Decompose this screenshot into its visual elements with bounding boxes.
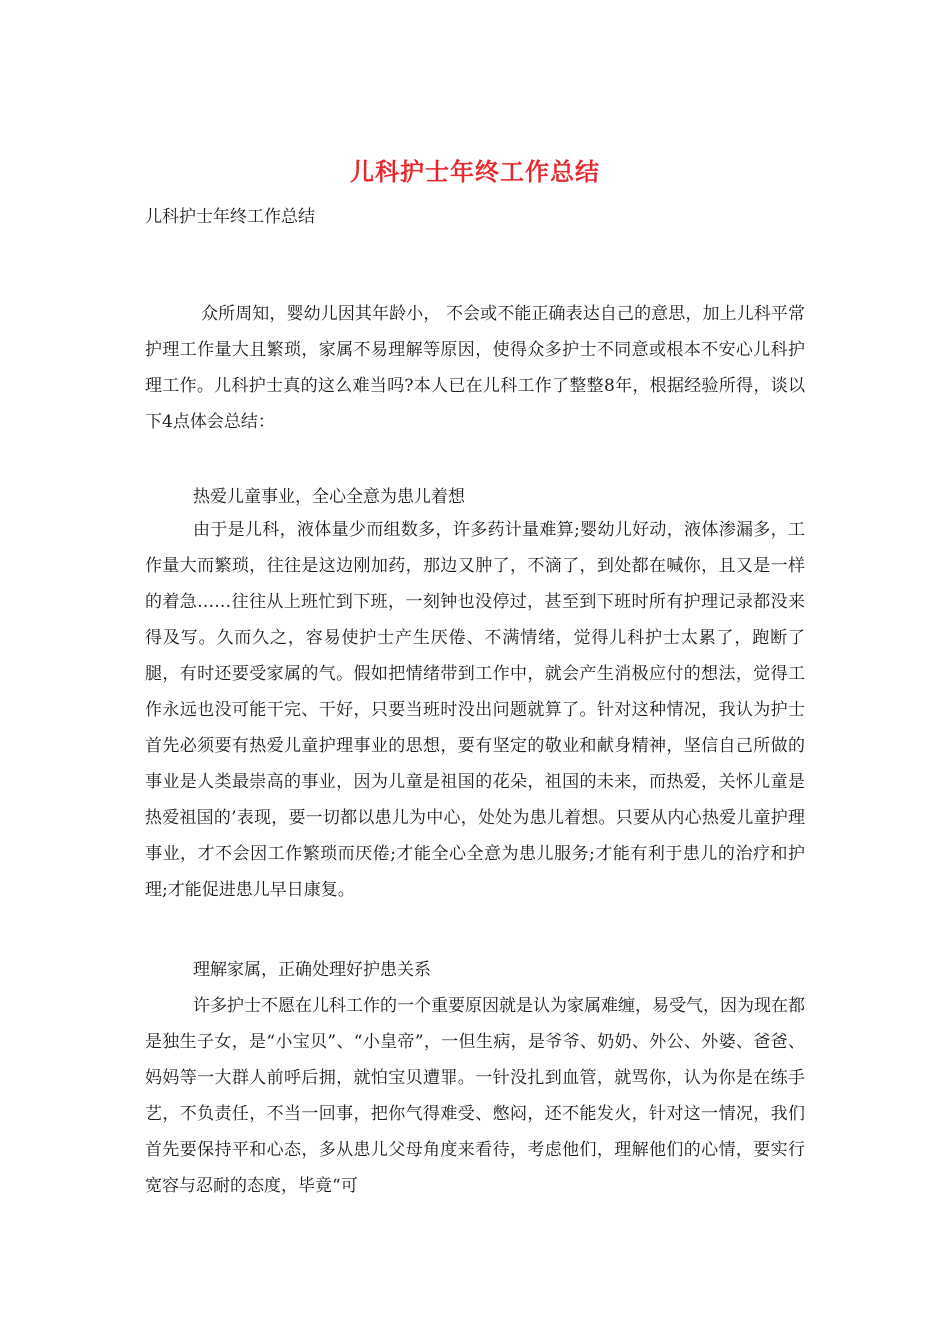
intro-paragraph: 众所周知，婴幼儿因其年龄小， 不会或不能正确表达自己的意思，加上儿科平常护理工作量大且繁琐，家属不易理解等原因，使得众多护士不同意或根本不安心儿科护理工作。儿科护士真的这么难当吗?本人已在儿科工作了整整8年，根据经验所得，谈以下4点体会总结： — [145, 304, 805, 432]
section-paragraph-1: 由于是儿科，液体量少而组数多，许多药计量难算;婴幼儿好动，液体渗漏多，工作量大而繁琐，往往是这边刚加药，那边又肿了，不滴了，到处都在喊你，且又是一样的着急……往往从上班忙到下班，一刻钟也没停过，甚至到下班时所有护理记录都没来得及写。久而久之，容易使护士产生厌倦、不满情绪，觉得儿科护士太累了，跑断了腿，有时还要受家属的气。假如把情绪带到工作中，就会产生消极应付的想法，觉得工作永远也没可能干完、干好，只要当班时没出问题就算了。针对这种情况，我认为护士首先必须要有热爱儿童护理事业的思想，要有坚定的敬业和献身精神，坚信自己所做的事业是人类最崇高的事业，因为儿童是祖国的花朵，祖国的未来，而热爱，关怀儿童是热爱祖国的’表现，要一切都以患儿为中心，处处为患儿着想。只要从内心热爱儿童护理事业，才不会因工作繁琐而厌倦;才能全心全意为患儿服务;才能有利于患儿的治疗和护理;才能促进患儿早日康复。 — [145, 520, 805, 900]
section-heading-1: 热爱儿童事业，全心全意为患儿着想 — [193, 487, 465, 507]
document-title: 儿科护士年终工作总结 — [350, 157, 600, 186]
section-heading-2: 理解家属，正确处理好护患关系 — [193, 960, 431, 980]
document-subtitle: 儿科护士年终工作总结 — [145, 207, 315, 227]
section-paragraph-2: 许多护士不愿在儿科工作的一个重要原因就是认为家属难缠，易受气，因为现在都是独生子女，是“小宝贝”、“小皇帝”，一但生病，是爷爷、奶奶、外公、外婆、爸爸、妈妈等一大群人前呼后拥，就怕宝贝遭罪。一针没扎到血管，就骂你，认为你是在练手艺，不负责任，不当一回事，把你气得难受、憋闷，还不能发火，针对这一情况，我们首先要保持平和心态，多从患儿父母角度来看待，考虑他们，理解他们的心情，要实行宽容与忍耐的态度，毕竟“可 — [145, 996, 805, 1196]
